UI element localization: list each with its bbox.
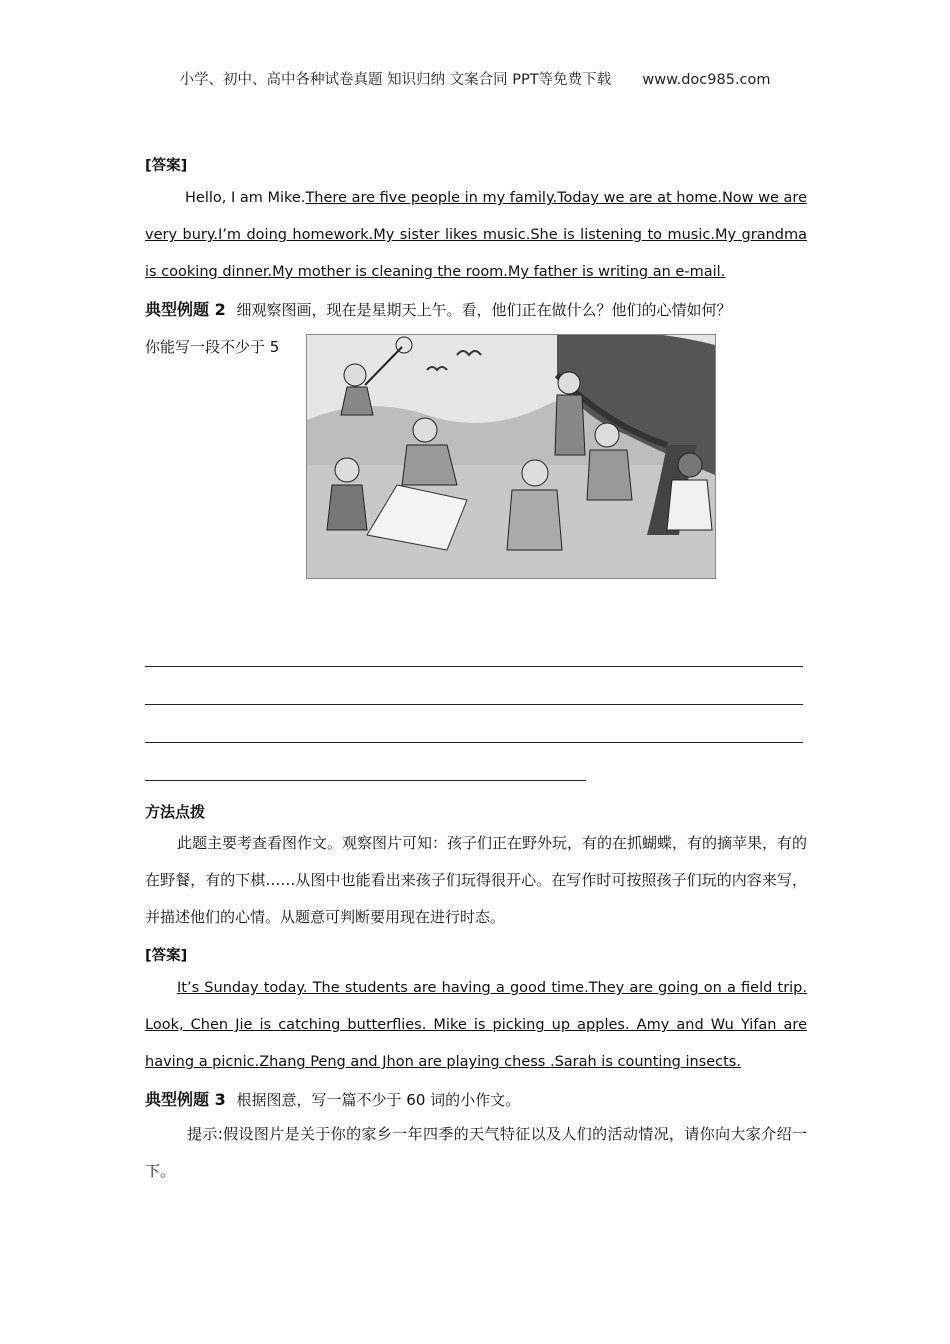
example2-prompt-2: 你能写一段不少于 5 <box>145 338 280 356</box>
method-title: 方法点拨 <box>145 803 206 821</box>
answer1-text: There are five people in my family.Today we are at home.Now we are very bury.I’m doing homework.My sister likes music.She is listening to music.My grandma is cooking dinner.My mother is cleaning the room.My father is writing an e-mail. <box>145 190 807 280</box>
page-header <box>0 68 950 89</box>
example2-title: 典型例题 2 <box>145 300 226 319</box>
answer1-label: [答案] <box>145 158 188 174</box>
answer2-paragraph <box>145 970 807 1081</box>
picnic-scene-image <box>307 335 715 578</box>
method-text: 此题主要考查看图作文。观察图片可知：孩子们正在野外玩，有的在抓蝴蝶，有的摘苹果，有的在野餐，有的下棋……从图中也能看出来孩子们玩得很开心。在写作时可按照孩子们玩的内容来写，并描述他们的心情。从题意可判断要用现在进行时态。 <box>145 834 808 926</box>
example2-prompt: 细观察图画，现在是星期天上午。看，他们正在做什么？他们的心情如何？ <box>236 301 732 319</box>
writing-line-3 <box>145 742 803 743</box>
example3-heading <box>145 1087 520 1110</box>
answer2-text: It’s Sunday today. The students are having a good time.They are going on a field trip. Look, Chen Jie is catching butterflies. Mike is picking up apples. Amy and Wu Yifan are having a picnic.Zhang Peng and Jhon are playing chess .Sarah is counting insects. <box>145 980 807 1070</box>
answer1-lead: Hello, I am Mike. <box>185 190 306 206</box>
example3-prompt: 根据图意，写一篇不少于 60 词的小作文。 <box>236 1091 521 1109</box>
answer1-paragraph <box>145 180 807 291</box>
writing-line-4 <box>145 780 586 781</box>
writing-line-2 <box>145 704 803 705</box>
picnic-illustration <box>306 334 716 579</box>
writing-line-1 <box>145 666 803 667</box>
answer2-label: [答案] <box>145 948 188 964</box>
example3-hint: 提示:假设图片是关于你的家乡一年四季的天气特征以及人们的活动情况，请你向大家介绍一下。 <box>145 1125 807 1180</box>
example3-title: 典型例题 3 <box>145 1090 226 1109</box>
example2-heading <box>145 297 732 320</box>
header-text: 小学、初中、高中各种试卷真题 知识归纳 文案合同 PPT等免费下载 <box>179 72 612 88</box>
header-url: www.doc985.com <box>642 72 771 88</box>
